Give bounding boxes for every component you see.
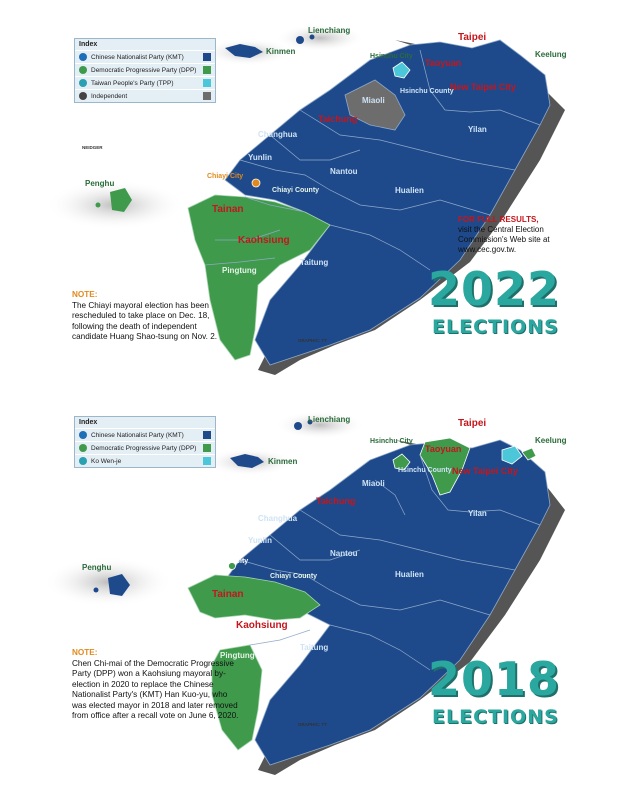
label-changhua: Changhua (258, 514, 298, 523)
label-taipei: Taipei (458, 32, 487, 43)
label-taipei: Taipei (458, 418, 487, 429)
label-lienchiang: Lienchiang (308, 415, 351, 424)
note-2022 (72, 290, 232, 343)
ko-emblem-icon (79, 457, 87, 465)
label-new-taipei: New Taipei City (450, 82, 516, 92)
legend-swatch (203, 431, 211, 439)
label-pingtung: Pingtung (222, 266, 257, 275)
label-miaoli: Miaoli (362, 96, 385, 105)
region-chiayi-city[interactable] (252, 179, 260, 187)
label-taoyuan: Taoyuan (425, 58, 462, 68)
legend-item-kmt (75, 428, 215, 441)
kmt-emblem-icon (79, 431, 87, 439)
legend-title: Index (79, 419, 98, 426)
legend-swatch (203, 79, 211, 87)
island-lienchiang[interactable] (294, 422, 302, 430)
label-pingtung: Pingtung (220, 651, 255, 660)
label-taoyuan: Taoyuan (425, 444, 462, 454)
label-new-taipei: New Taipei City (452, 466, 518, 476)
note-2018 (72, 648, 240, 722)
full-results-heading: FOR FULL RESULTS, (458, 215, 539, 224)
full-results-note (458, 215, 568, 255)
legend-label: Chinese Nationalist Party (KMT) (91, 431, 184, 439)
label-chiayi-city: Chiayi City (212, 558, 249, 565)
elections-subtitle: ELECTIONS (432, 316, 559, 338)
label-hualien: Hualien (395, 186, 424, 195)
label-taichung: Taichung (318, 114, 358, 124)
legend-item-dpp (75, 441, 215, 454)
credit-small: NEIDGER (82, 145, 103, 150)
dpp-emblem-icon (79, 444, 87, 452)
island-penghu-2 (96, 203, 101, 208)
label-penghu: Penghu (82, 563, 112, 572)
legend-label: Independent (91, 92, 128, 100)
legend-label: Democratic Progressive Party (DPP) (91, 66, 197, 74)
label-nantou: Nantou (330, 549, 358, 558)
label-taichung: Taichung (316, 496, 356, 506)
legend-item-ko (75, 454, 215, 467)
legend-2018 (74, 416, 216, 468)
legend-swatch (203, 444, 211, 452)
legend-item-tpp (75, 76, 215, 89)
legend-swatch (203, 92, 211, 100)
label-hsinchu-county: Hsinchu County (400, 88, 454, 95)
label-chiayi-city: Chiayi City (207, 173, 244, 180)
label-hsinchu-county: Hsinchu County (398, 467, 452, 474)
note-text: The Chiayi mayoral election has been rescheduled to take place on Dec. 18, following the death of independent candidate Huang Shao-tsung on Nov. 2. (72, 300, 218, 341)
legend-label: Taiwan People's Party (TPP) (91, 79, 174, 87)
label-taitung: Taitung (300, 643, 329, 652)
legend-swatch (203, 66, 211, 74)
label-yilan: Yilan (468, 125, 487, 134)
label-taitung: Taitung (300, 258, 329, 267)
label-chiayi-county: Chiayi County (270, 573, 318, 580)
label-tainan: Tainan (212, 204, 244, 215)
note-text: Chen Chi-mai of the Democratic Progressive Party (DPP) won a Kaohsiung mayoral by-election in 2020 to replace the Chinese Nationalist Party's (KMT) Han Kuo-yu, who was elected mayor in 2018 and later removed from office after a recall vote on June 6, 2020. (72, 658, 239, 720)
year-title: 2018 (428, 652, 561, 706)
label-yunlin: Yunlin (248, 153, 272, 162)
graphic-credit: GRAPHIC: TT (298, 338, 327, 343)
year-title: 2022 (428, 262, 561, 316)
tpp-emblem-icon (79, 79, 87, 87)
legend-2022 (74, 38, 216, 103)
legend-swatch (203, 457, 211, 465)
label-yunlin: Yunlin (248, 536, 272, 545)
label-penghu: Penghu (85, 179, 115, 188)
label-changhua: Changhua (258, 130, 298, 139)
label-kinmen: Kinmen (266, 47, 296, 56)
legend-item-kmt (75, 50, 215, 63)
dpp-emblem-icon (79, 66, 87, 74)
panel-2018 (0, 400, 627, 800)
legend-swatch (203, 53, 211, 61)
label-kaohsiung: Kaohsiung (238, 235, 290, 246)
label-kinmen: Kinmen (268, 457, 298, 466)
island-lienchiang-2 (310, 35, 315, 40)
label-hsinchu-city: Hsinchu City (370, 53, 413, 60)
label-yilan: Yilan (468, 509, 487, 518)
label-tainan: Tainan (212, 589, 244, 600)
legend-label: Democratic Progressive Party (DPP) (91, 444, 197, 452)
label-chiayi-county: Chiayi County (272, 187, 320, 194)
legend-item-independent (75, 89, 215, 102)
label-kaohsiung: Kaohsiung (236, 620, 288, 631)
legend-item-dpp (75, 63, 215, 76)
label-hualien: Hualien (395, 570, 424, 579)
label-hsinchu-city: Hsinchu City (370, 438, 413, 445)
island-lienchiang[interactable] (296, 36, 304, 44)
label-lienchiang: Lienchiang (308, 26, 351, 35)
elections-subtitle: ELECTIONS (432, 706, 559, 728)
label-keelung: Keelung (535, 50, 567, 59)
label-keelung: Keelung (535, 436, 567, 445)
label-miaoli: Miaoli (362, 479, 385, 488)
island-penghu-2 (94, 588, 99, 593)
graphic-credit: GRAPHIC: TT (298, 722, 327, 727)
legend-label: Ko Wen-je (91, 457, 122, 465)
full-results-text: visit the Central Election Commission's Web site at www.cec.gov.tw. (458, 225, 550, 254)
note-heading: NOTE: (72, 648, 98, 657)
legend-title: Index (79, 41, 98, 48)
note-heading: NOTE: (72, 290, 98, 299)
label-nantou: Nantou (330, 167, 358, 176)
kmt-emblem-icon (79, 53, 87, 61)
independent-icon (79, 92, 87, 100)
legend-label: Chinese Nationalist Party (KMT) (91, 53, 184, 61)
